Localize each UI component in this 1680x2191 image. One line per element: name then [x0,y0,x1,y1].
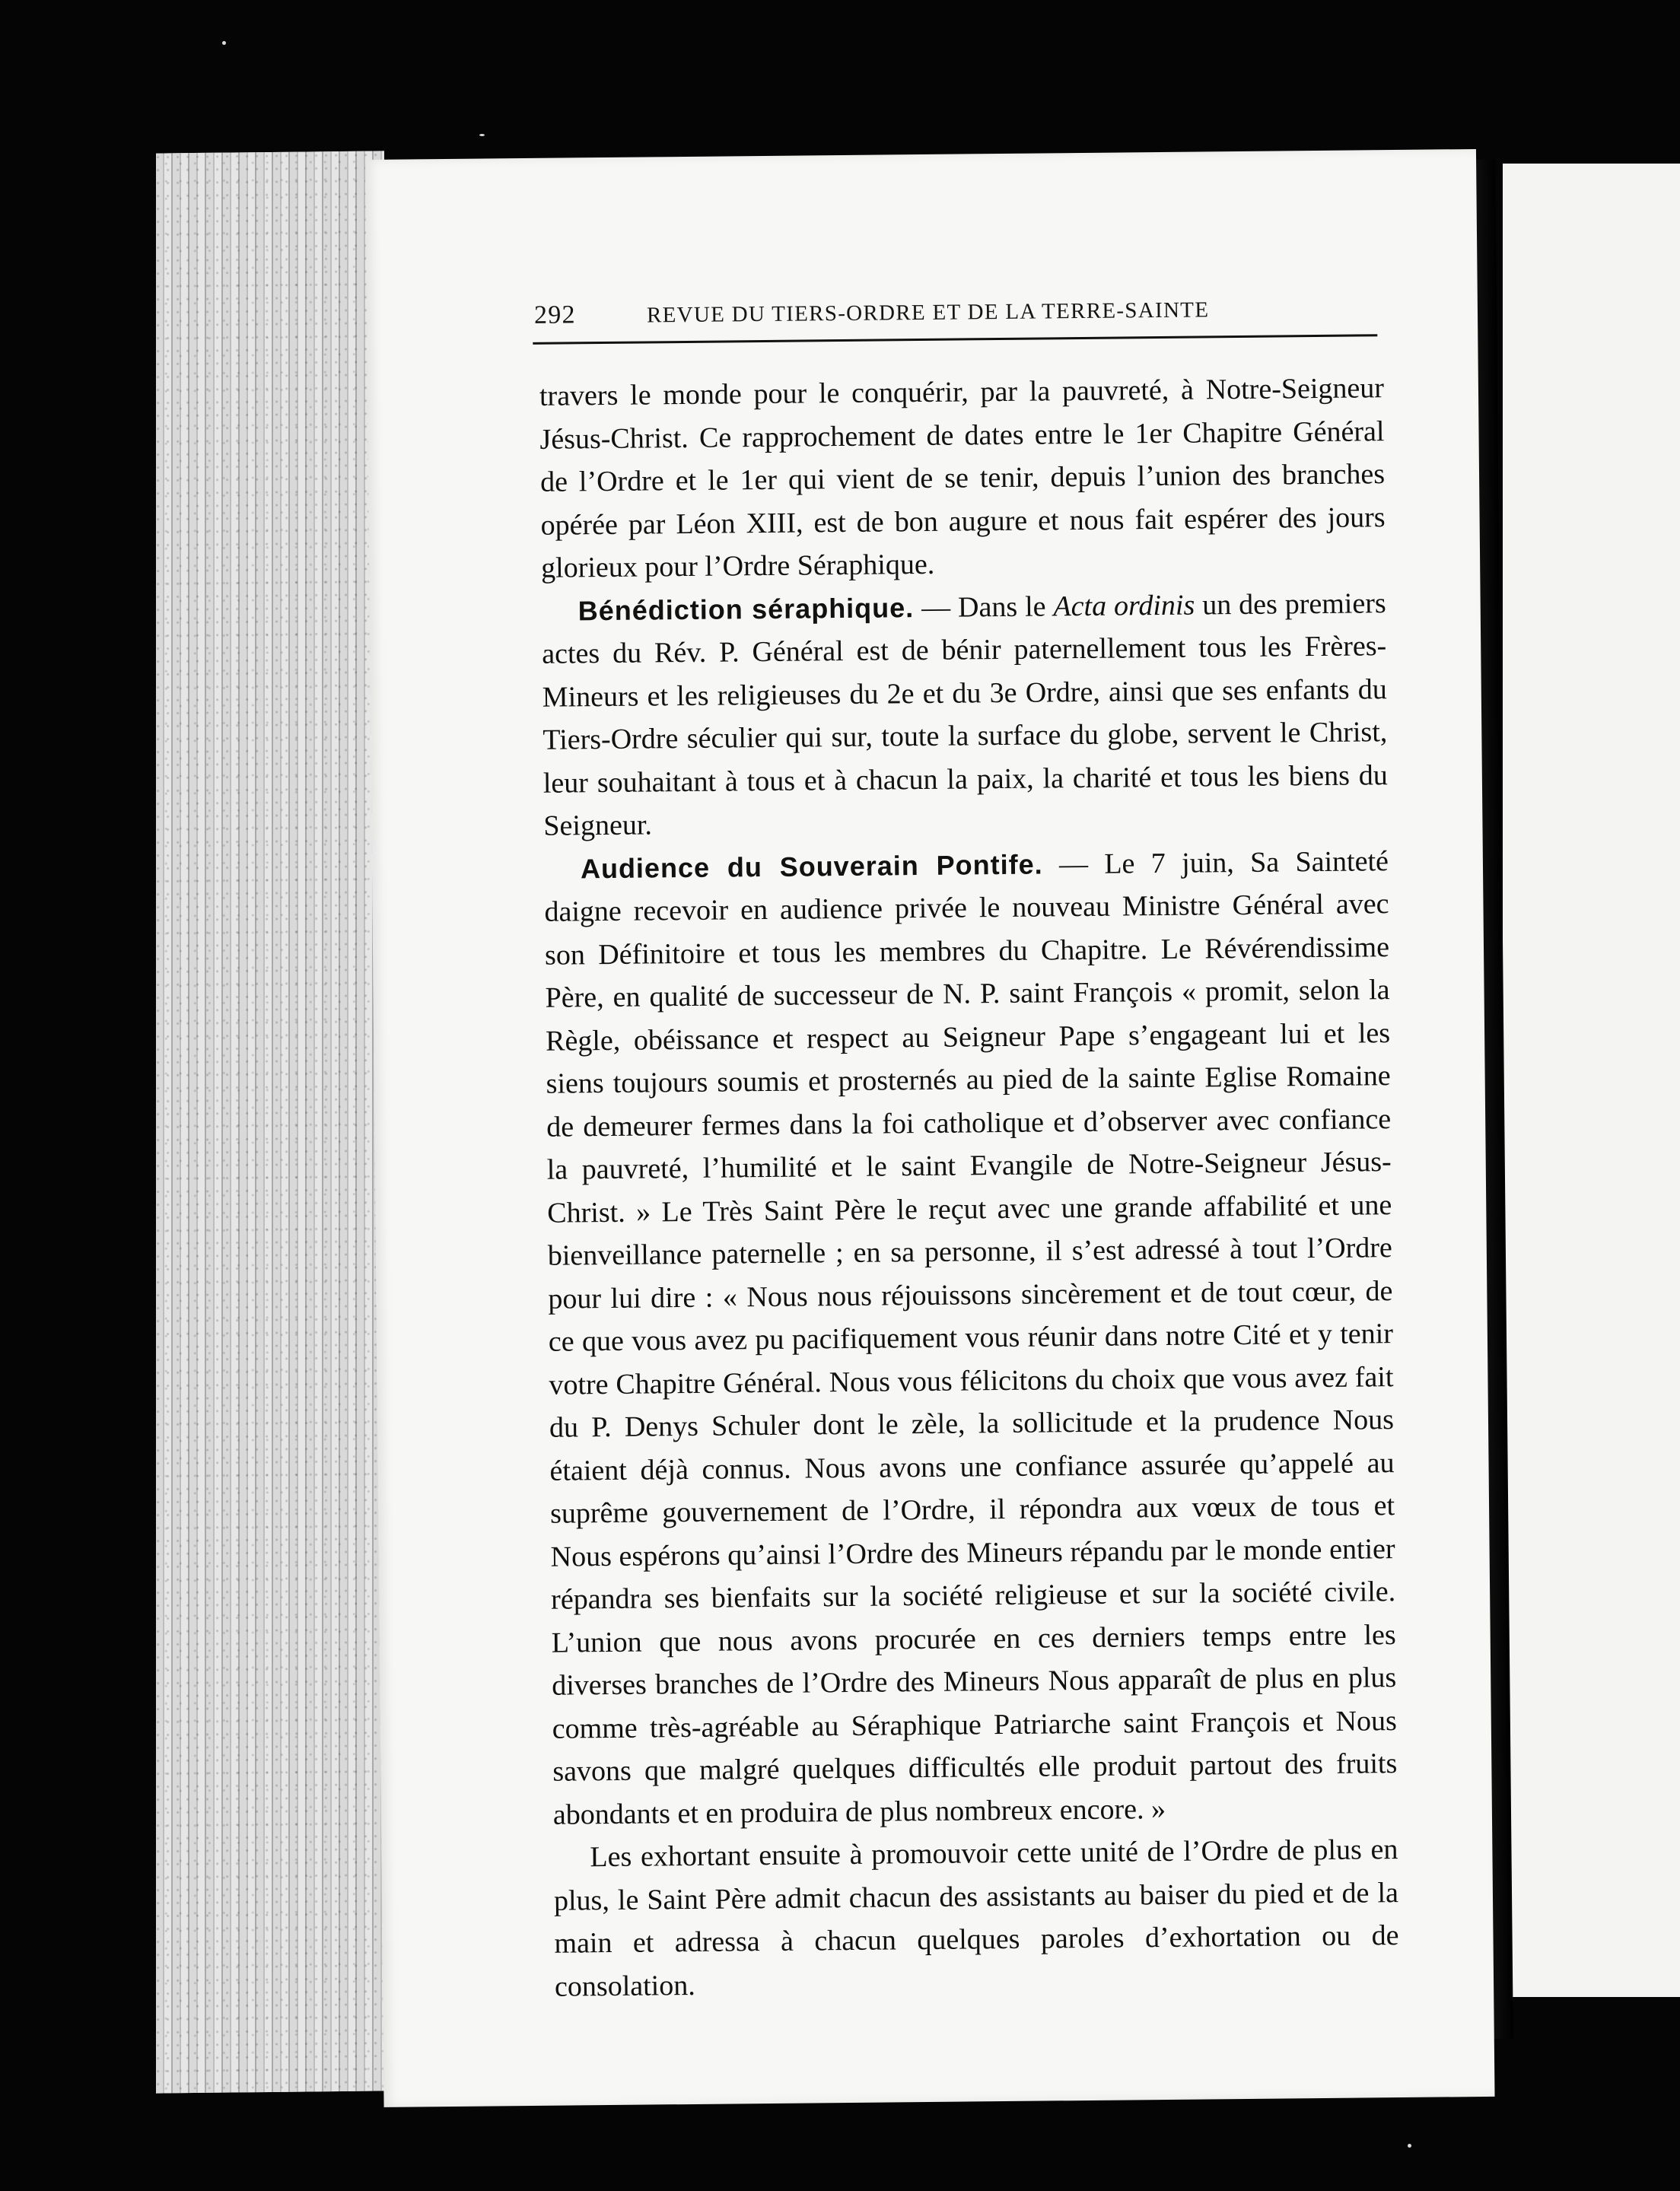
book-page-edges [156,151,384,2093]
paragraph-conclusion: Les exhortant ensuite à promouvoir cette unité de l’Ordre de plus en plus, le Saint Père admit chacun des assistants au baiser du pied et de la main et adressa à chacun quelques paroles d’exhortation ou de consolation. [553,1833,1399,2003]
benediction-text: un des premiers actes du Rév. P. Général est de bénir paternellement tous les Frères-Mineurs et les religieuses du 2e et du 3e Ordre, ainsi que ses enfants du Tiers-Ordre séculier qui sur, toute la surface du globe, servent le Christ, leur souhaitant à tous et à chacun la paix, la charité et tous les biens du Seigneur. [542,587,1389,842]
dust-speck [479,134,485,136]
facing-page [1503,164,1680,1997]
section-heading-audience: Audience du Souverain Pontife. [580,847,1043,884]
article-text [539,367,1400,2008]
running-title: REVUE DU TIERS-ORDRE ET DE LA TERRE-SAINTE [646,297,1210,328]
dust-speck [222,41,226,45]
paragraph-benediction [541,582,1388,848]
running-header [533,285,1378,345]
paragraph-1: travers le monde pour le conquérir, par la pauvreté, à Notre-Seigneur Jésus-Christ. Ce rapprochement de dates entre le 1er Chapitre Général de l’Ordre et le 1er qui vient de se tenir, depuis l’union des branches opérée par Léon XIII, est de bon augure et nous fait espérer des jours glorieux pour l’Ordre Séraphique. [539,372,1386,584]
dust-speck [1408,2144,1411,2148]
page-number: 292 [533,301,577,329]
benediction-intro: — Dans le [913,590,1054,624]
section-heading-benediction: Bénédiction séraphique. [578,591,915,626]
scanned-page [365,149,1495,2107]
paragraph-audience [544,840,1398,1836]
acta-ordinis-title: Acta ordinis [1053,589,1195,622]
audience-text: — Le 7 juin, Sa Sainteté daigne recevoir en audience privée le nouveau Ministre Général avec son Définitoire et tous les membres du Chapitre. Le Révérendissime Père, en qualité de successeur de N. P. saint François « promit, selon la Règle, obéissance et respect au Seigneur Pape s’engageant lui et les siens toujours soumis et prosternés au pied de la sainte Eglise Romaine de demeurer fermes dans la foi catholique et d’observer avec confiance la pauvreté, l’humilité et le saint Evangile de Notre-Seigneur Jésus-Christ. » Le Très Saint Père le reçut avec une grande affabilité et une bienveillance paternelle ; en sa personne, il s’est adressé à tout l’Ordre pour lui dire : « Nous nous réjouissons sincèrement et de tout cœur, de ce que vous avez pu pacifiquement vous réunir dans notre Cité et y tenir votre Chapitre Général. Nous vous félicitons du choix que vous avez fait du P. Denys Schuler dont le zèle, la sollicitude et la prudence Nous étaient déjà connus. Nous avons une confiance assurée qu’appelé au suprême gouvernement de l’Ordre, il répondra aux vœux de tous et Nous espérons qu’ainsi l’Ordre des Mineurs répandu par le monde entier répandra ses bienfaits sur la société religieuse et sur la société civile. L’union que nous avons procurée en ces derniers temps entre les diverses branches de l’Ordre des Mineurs Nous apparaît de plus en plus comme très-agréable au Séraphique Patriarche saint François et Nous savons que malgré quelques difficultés elle produit partout des fruits abondants et en produira de plus nombreux encore. » [544,844,1398,1831]
